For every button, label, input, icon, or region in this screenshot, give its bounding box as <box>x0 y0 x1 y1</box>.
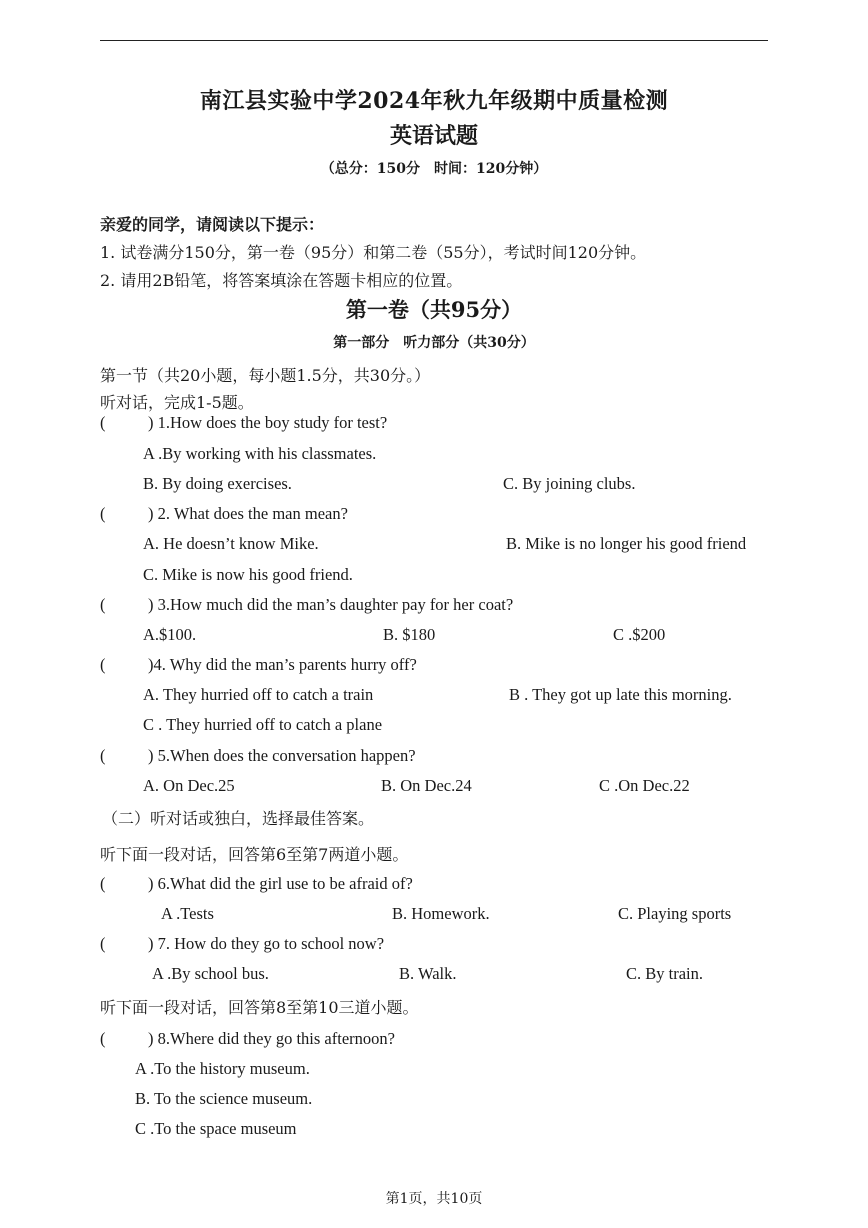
section2-heading: （二）听对话或独白，选择最佳答案。 <box>102 809 375 828</box>
answer-blank[interactable]: ( <box>100 595 106 614</box>
answer-blank[interactable]: ( <box>100 746 106 765</box>
section1-instruction: 听对话，完成1-5题。 <box>100 393 254 412</box>
question-2: ) 2. What does the man mean? <box>148 504 348 523</box>
section1-heading: 第一节（共20小题，每小题1.5分，共30分。） <box>100 366 431 385</box>
question-6: ) 6.What did the girl use to be afraid of? <box>148 874 413 893</box>
volume-title: 第一卷（共95分） <box>345 297 523 322</box>
option-5a: A. On Dec.25 <box>143 776 235 795</box>
question-1: ) 1.How does the boy study for test? <box>148 413 388 432</box>
subject-title: 英语试题 <box>389 123 478 149</box>
top-rule <box>100 40 768 41</box>
score-time-info: （总分：150分 时间：120分钟） <box>320 161 548 177</box>
answer-blank[interactable]: ( <box>100 1029 106 1048</box>
option-6c: C. Playing sports <box>618 904 732 923</box>
option-7c: C. By train. <box>626 964 703 983</box>
section2-instruction-6-7: 听下面一段对话，回答第6至第7两道小题。 <box>100 845 409 864</box>
option-7a: A .By school bus. <box>152 964 269 983</box>
option-4c: C . They hurried off to catch a plane <box>143 715 383 734</box>
question-7: ) 7. How do they go to school now? <box>148 934 385 953</box>
option-8b: B. To the science museum. <box>135 1089 313 1108</box>
page-footer: 第1页，共10页 <box>385 1191 483 1207</box>
option-6b: B. Homework. <box>392 904 490 923</box>
option-1c: C. By joining clubs. <box>503 474 636 493</box>
answer-blank[interactable]: ( <box>100 934 106 953</box>
option-8c: C .To the space museum <box>135 1119 297 1138</box>
question-3: ) 3.How much did the man’s daughter pay for her coat? <box>148 595 514 614</box>
answer-blank[interactable]: ( <box>100 504 106 523</box>
question-4: )4. Why did the man’s parents hurry off? <box>148 655 417 674</box>
answer-blank[interactable]: ( <box>100 413 106 432</box>
instructions-heading: 亲爱的同学，请阅读以下提示： <box>100 215 325 234</box>
option-3a: A.$100. <box>143 625 197 644</box>
question-5: ) 5.When does the conversation happen? <box>148 746 416 765</box>
section2-instruction-8-10: 听下面一段对话，回答第8至第10三道小题。 <box>100 998 419 1017</box>
exam-title: 南江县实验中学2024年秋九年级期中质量检测 <box>199 88 669 114</box>
part-title: 第一部分 听力部分（共30分） <box>333 335 535 351</box>
instruction-item: 2. 请用2B铅笔，将答案填涂在答题卡相应的位置。 <box>100 271 463 290</box>
answer-blank[interactable]: ( <box>100 655 106 674</box>
option-7b: B. Walk. <box>399 964 457 983</box>
option-3b: B. $180 <box>383 625 436 644</box>
option-2c: C. Mike is now his good friend. <box>143 565 353 584</box>
option-8a: A .To the history museum. <box>135 1059 310 1078</box>
option-4a: A. They hurried off to catch a train <box>143 685 374 704</box>
option-5c: C .On Dec.22 <box>599 776 690 795</box>
option-5b: B. On Dec.24 <box>381 776 472 795</box>
answer-blank[interactable]: ( <box>100 874 106 893</box>
option-2a: A. He doesn’t know Mike. <box>143 534 319 553</box>
instruction-item: 1. 试卷满分150分，第一卷（95分）和第二卷（55分），考试时间120分钟。 <box>100 243 647 262</box>
question-8: ) 8.Where did they go this afternoon? <box>148 1029 395 1048</box>
option-1b: B. By doing exercises. <box>143 474 292 493</box>
option-2b: B. Mike is no longer his good friend <box>506 534 747 553</box>
option-4b: B . They got up late this morning. <box>509 685 732 704</box>
option-3c: C .$200 <box>613 625 666 644</box>
option-6a: A .Tests <box>161 904 214 923</box>
option-1a: A .By working with his classmates. <box>143 444 377 463</box>
